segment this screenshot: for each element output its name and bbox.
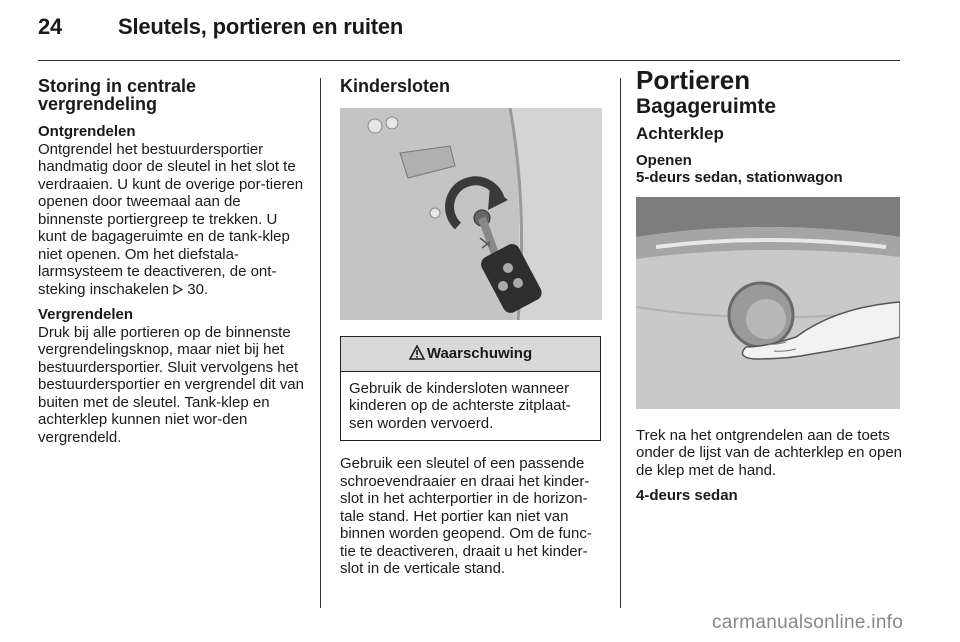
column-divider-1 — [320, 78, 321, 608]
variant-4door: 4-deurs sedan — [636, 487, 738, 504]
warning-header — [341, 337, 600, 372]
lock-paragraph: Druk bij alle portieren op de binnenste vergrendelingsknop, maar niet bij het bestuurdersportier. Sluit vervolgens het bestuurdersportier en vergrendel dit van buiten met de sleutel. Tank-klep en achterklep kunnen niet wor-den vergrendeld. — [38, 323, 304, 446]
section-heading-doors: Portieren — [636, 65, 751, 95]
chapter-title: Sleutels, portieren en ruiten — [118, 14, 404, 39]
column-3 — [636, 65, 903, 505]
unlock-paragraph: Ontgrendel het bestuurdersportier handmatig door de sleutel in het slot te verdraaien. U kunt de overige por-tieren openen door tweemaal aan de binnenste portiergreep te trekken. U kunt de bagageruimte en de tank-klep niet openen. Om het diefstala-larmsysteem te deactiveren, de ont-steking inschakelen 30. — [38, 140, 304, 298]
page-reference[interactable]: 30. — [187, 280, 209, 298]
page-reference-icon — [173, 281, 187, 298]
warning-title: Waarschuwing — [426, 344, 533, 362]
lock-title: Vergrendelen — [38, 306, 134, 323]
watermark: carmanualsonline.info — [712, 612, 904, 633]
page-number: 24 — [38, 14, 63, 39]
warning-triangle-icon — [409, 345, 427, 363]
column-2 — [340, 78, 602, 586]
header-rule — [38, 60, 900, 61]
column-1 — [38, 78, 304, 454]
column-divider-2 — [620, 78, 621, 608]
warning-box — [340, 336, 601, 442]
subheading-luggage: Bagageruimte — [636, 94, 777, 118]
child-lock-paragraph: Gebruik een sleutel of een passende schroevendraaier en draai het kinder-slot in het achterportier in de horizon-tale stand. Het portier kan niet van binnen worden geopend. Om de func-tie te deactiveren, draait u het kinder-slot in de verticale stand. — [340, 455, 592, 577]
section-heading-central-locking: Storing in centrale vergrendeling — [38, 76, 197, 114]
section-heading-child-locks: Kindersloten — [340, 76, 451, 96]
variant-5door: 5-deurs sedan, stationwagon — [636, 169, 843, 186]
tailgate-paragraph: Trek na het ontgrendelen aan de toets onder de lijst van de achterklep en open de klep met de hand. — [636, 426, 903, 479]
child-lock-key-illustration — [340, 108, 602, 320]
warning-text: Gebruik de kindersloten wanneer kinderen op de achterste zitplaat-sen worden vervoerd. — [349, 379, 571, 432]
tailgate-handle-illustration — [636, 197, 900, 409]
open-title: Openen — [636, 151, 692, 169]
unlock-title: Ontgrendelen — [38, 123, 136, 140]
subheading-tailgate: Achterklep — [636, 124, 724, 143]
